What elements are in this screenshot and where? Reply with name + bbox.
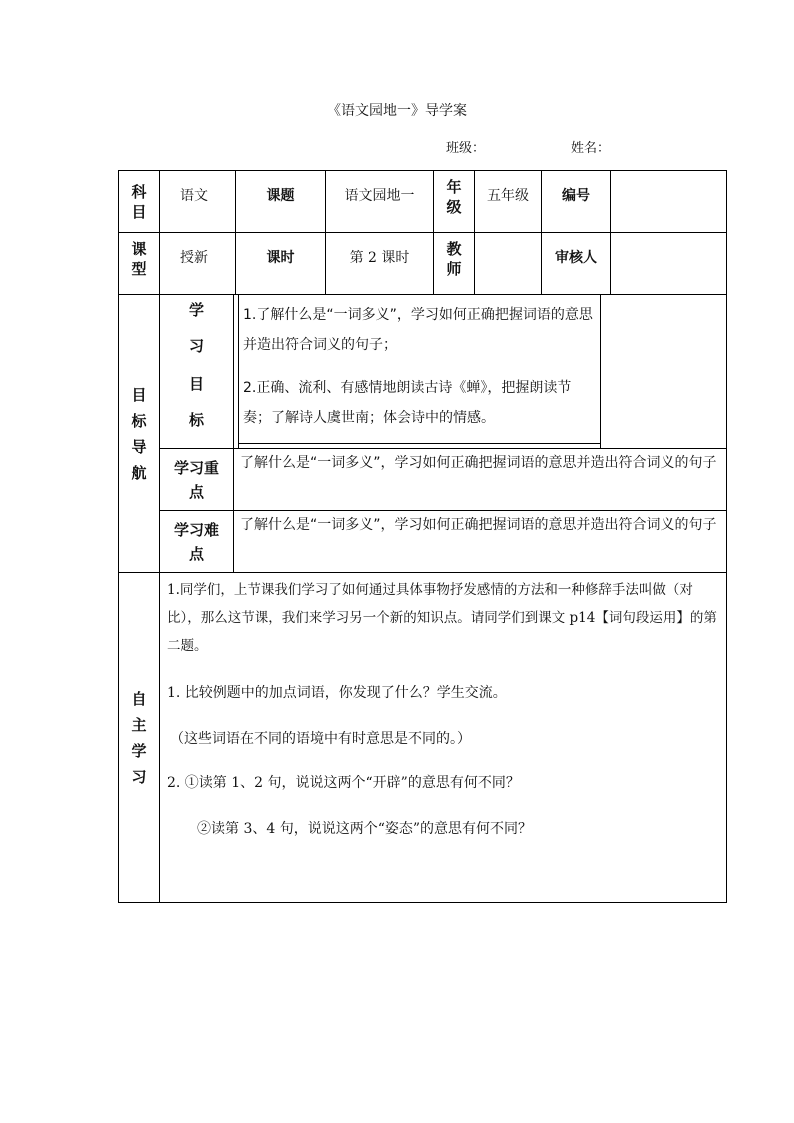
type-label: 课 型 <box>131 240 147 278</box>
goals-section-label: 目 标 导 航 <box>131 385 147 482</box>
objectives-label: 学 习 目 标 <box>188 301 204 429</box>
period-label: 课时 <box>266 250 295 266</box>
number-label: 编号 <box>562 188 590 204</box>
teacher-value <box>475 233 541 283</box>
page-title: 《语文园地一》导学案 <box>327 103 467 119</box>
self-study-q2a: 2. ①读第 1、2 句，说说这两个“开辟”的意思有何不同？ <box>167 775 520 791</box>
key-label: 学习重 点 <box>173 458 219 501</box>
class-label: 班级： <box>446 141 486 156</box>
subject-value: 语文 <box>180 188 208 204</box>
grade-label: 年 级 <box>446 178 462 216</box>
name-label: 姓名： <box>571 141 611 156</box>
self-study-q2b: ②读第 3、4 句，说说这两个“姿态”的意思有何不同？ <box>197 821 533 837</box>
self-study-section-label: 自 主 学 习 <box>131 689 147 786</box>
self-study-intro: 1.同学们，上节课我们学习了如何通过具体事物抒发感情的方法和一种修辞手法叫做（对比），那么这节课，我们来学习另一个新的知识点。请同学们到课文 p14【词句段运用】的第二题。 <box>167 582 717 654</box>
period-value: 第 2 课时 <box>349 250 410 266</box>
teacher-label: 教 师 <box>446 240 462 278</box>
self-study-q1: 1. 比较例题中的加点词语，你发现了什么？学生交流。 <box>167 685 507 701</box>
grade-value: 五年级 <box>487 188 529 204</box>
objective-1: 1.了解什么是“一词多义”，学习如何正确把握词语的意思并造出符合词义的句子； <box>243 307 593 353</box>
subject-label: 科 目 <box>131 182 147 221</box>
reviewer-label: 审核人 <box>555 250 597 266</box>
self-study-a1: （这些词语在不同的语境中有时意思是不同的。） <box>170 731 471 747</box>
topic-value: 语文园地一 <box>344 188 415 204</box>
reviewer-value <box>611 233 726 283</box>
key-text: 了解什么是“一词多义”，学习如何正确把握词语的意思并造出符合词义的句子 <box>240 455 717 471</box>
number-value <box>611 171 726 221</box>
objective-2: 2.正确、流利、有感情地朗读古诗《蝉》，把握朗读节奏；了解诗人虞世南；体会诗中的情感。 <box>243 380 572 426</box>
topic-label: 课题 <box>266 188 295 204</box>
type-value: 授新 <box>180 250 208 266</box>
difficulty-label: 学习难 点 <box>173 520 219 563</box>
difficulty-text: 了解什么是“一词多义”，学习如何正确把握词语的意思并造出符合词义的句子 <box>240 517 717 533</box>
